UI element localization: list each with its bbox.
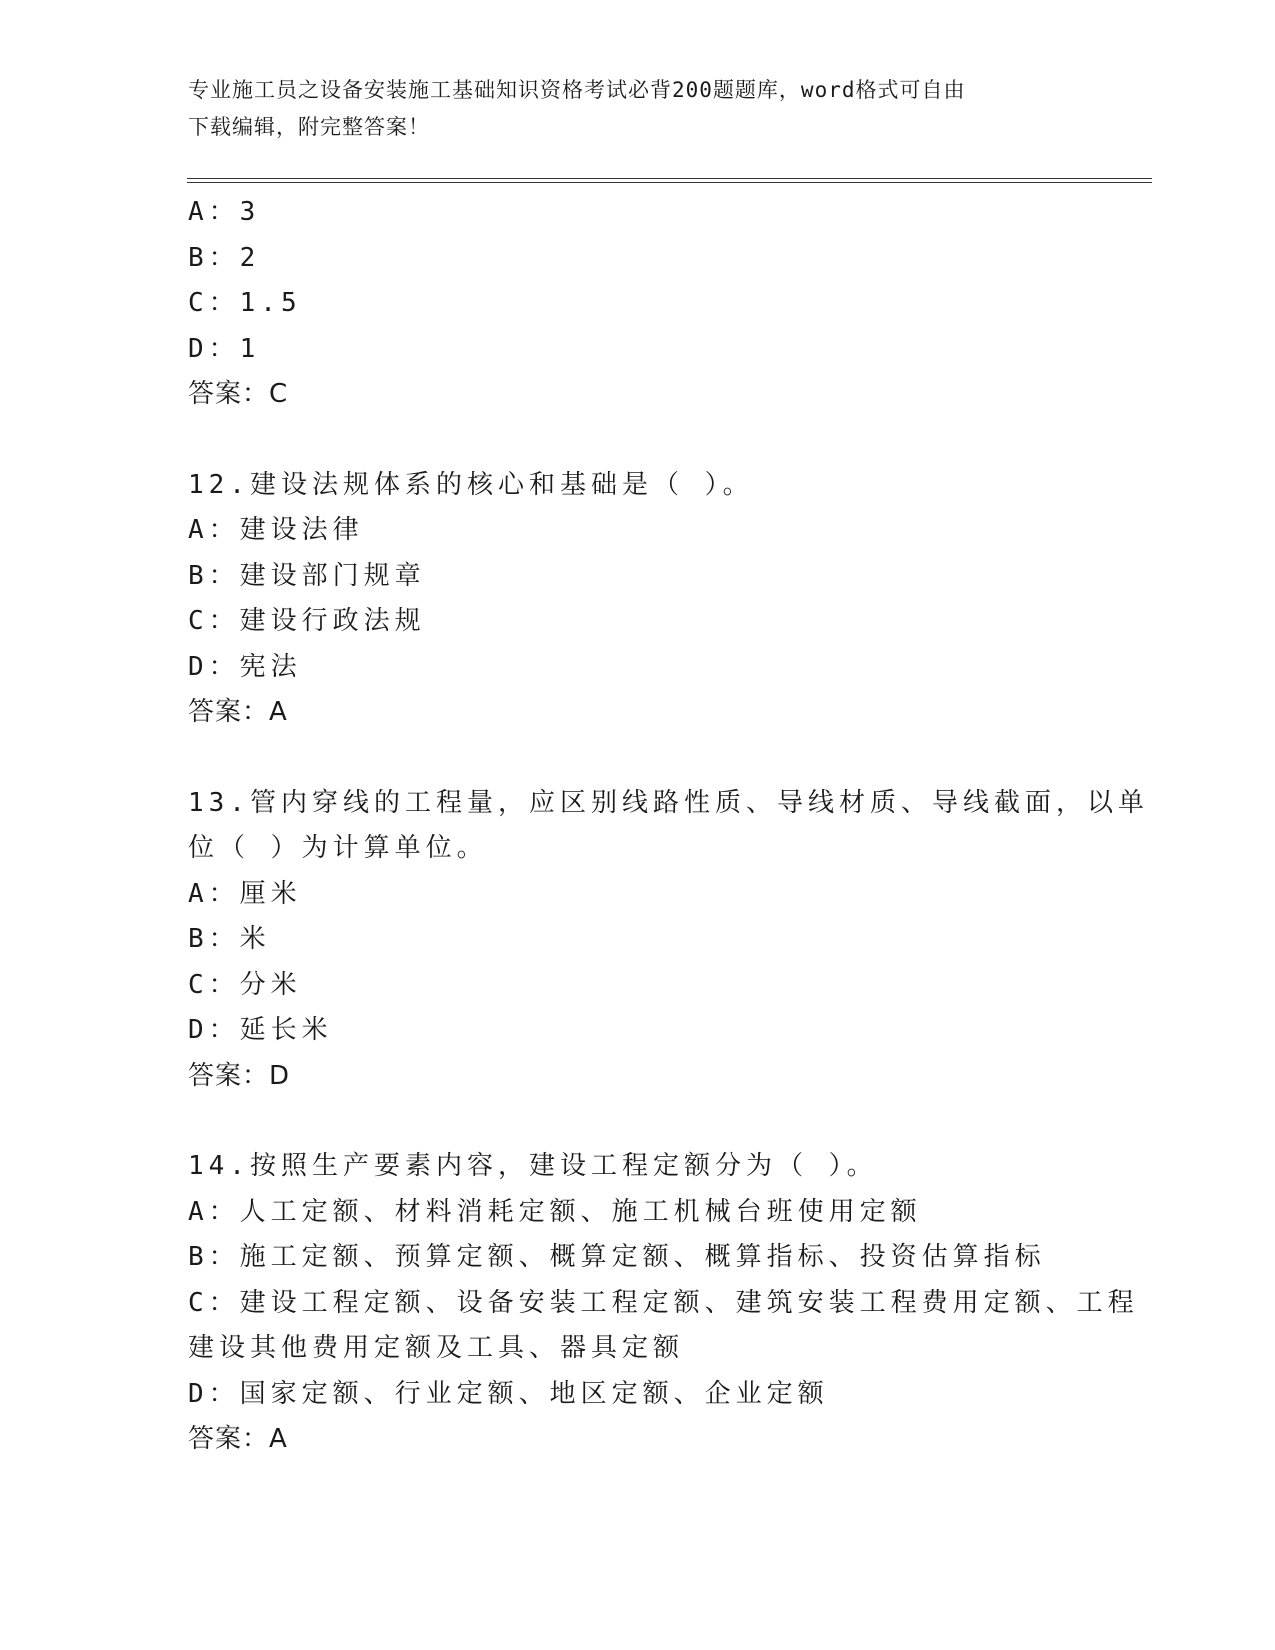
option-c-line-2: 建设其他费用定额及工具、器具定额 — [188, 1333, 685, 1363]
question-12 — [188, 463, 1088, 736]
question-stem-line-1: 13.管内穿线的工程量，应区别线路性质、导线材质、导线截面，以单 — [188, 787, 1149, 818]
option-d: D：延长米 — [188, 1015, 333, 1045]
option-b: B：2 — [188, 242, 261, 273]
answer-line: 答案：A — [188, 1424, 288, 1454]
document-body — [188, 190, 1149, 1463]
answer-line: 答案：A — [188, 697, 288, 727]
option-b: B：施工定额、预算定额、概算定额、概算指标、投资估算指标 — [188, 1242, 1046, 1272]
question-13 — [188, 781, 1149, 1100]
spacer — [188, 1099, 1088, 1144]
question-14 — [188, 1144, 1139, 1463]
option-d: D：国家定额、行业定额、地区定额、企业定额 — [188, 1378, 829, 1409]
option-a: A：人工定额、材料消耗定额、施工机械台班使用定额 — [188, 1196, 922, 1227]
question-stem: 12.建设法规体系的核心和基础是（ ）。 — [188, 469, 754, 500]
question-11 — [188, 190, 1088, 418]
answer-line: 答案：C — [188, 379, 289, 409]
option-c: C：1.5 — [188, 288, 302, 318]
header-divider — [187, 178, 1152, 183]
question-stem: 14.按照生产要素内容，建设工程定额分为（ ）。 — [188, 1151, 878, 1181]
option-d: D：1 — [188, 333, 261, 364]
option-b: B：建设部门规章 — [188, 560, 426, 591]
option-d: D：宪法 — [188, 651, 302, 682]
option-c: C：分米 — [188, 969, 302, 1000]
option-a: A：3 — [188, 197, 261, 227]
option-a: A：建设法律 — [188, 515, 364, 545]
header-line-2: 下载编辑，附完整答案！ — [188, 115, 430, 139]
spacer — [188, 418, 1088, 463]
option-a: A：厘米 — [188, 878, 302, 909]
answer-line: 答案：D — [188, 1060, 291, 1091]
option-c: C：建设行政法规 — [188, 606, 426, 636]
option-b: B：米 — [188, 924, 271, 954]
document-header — [188, 72, 1068, 146]
question-stem-line-2: 位（ ）为计算单位。 — [188, 833, 488, 863]
header-line-1: 专业施工员之设备安装施工基础知识资格考试必背200题题库，word格式可自由 — [188, 78, 966, 102]
option-c-line-1: C：建设工程定额、设备安装工程定额、建筑安装工程费用定额、工程 — [188, 1287, 1139, 1318]
spacer — [188, 736, 1088, 781]
